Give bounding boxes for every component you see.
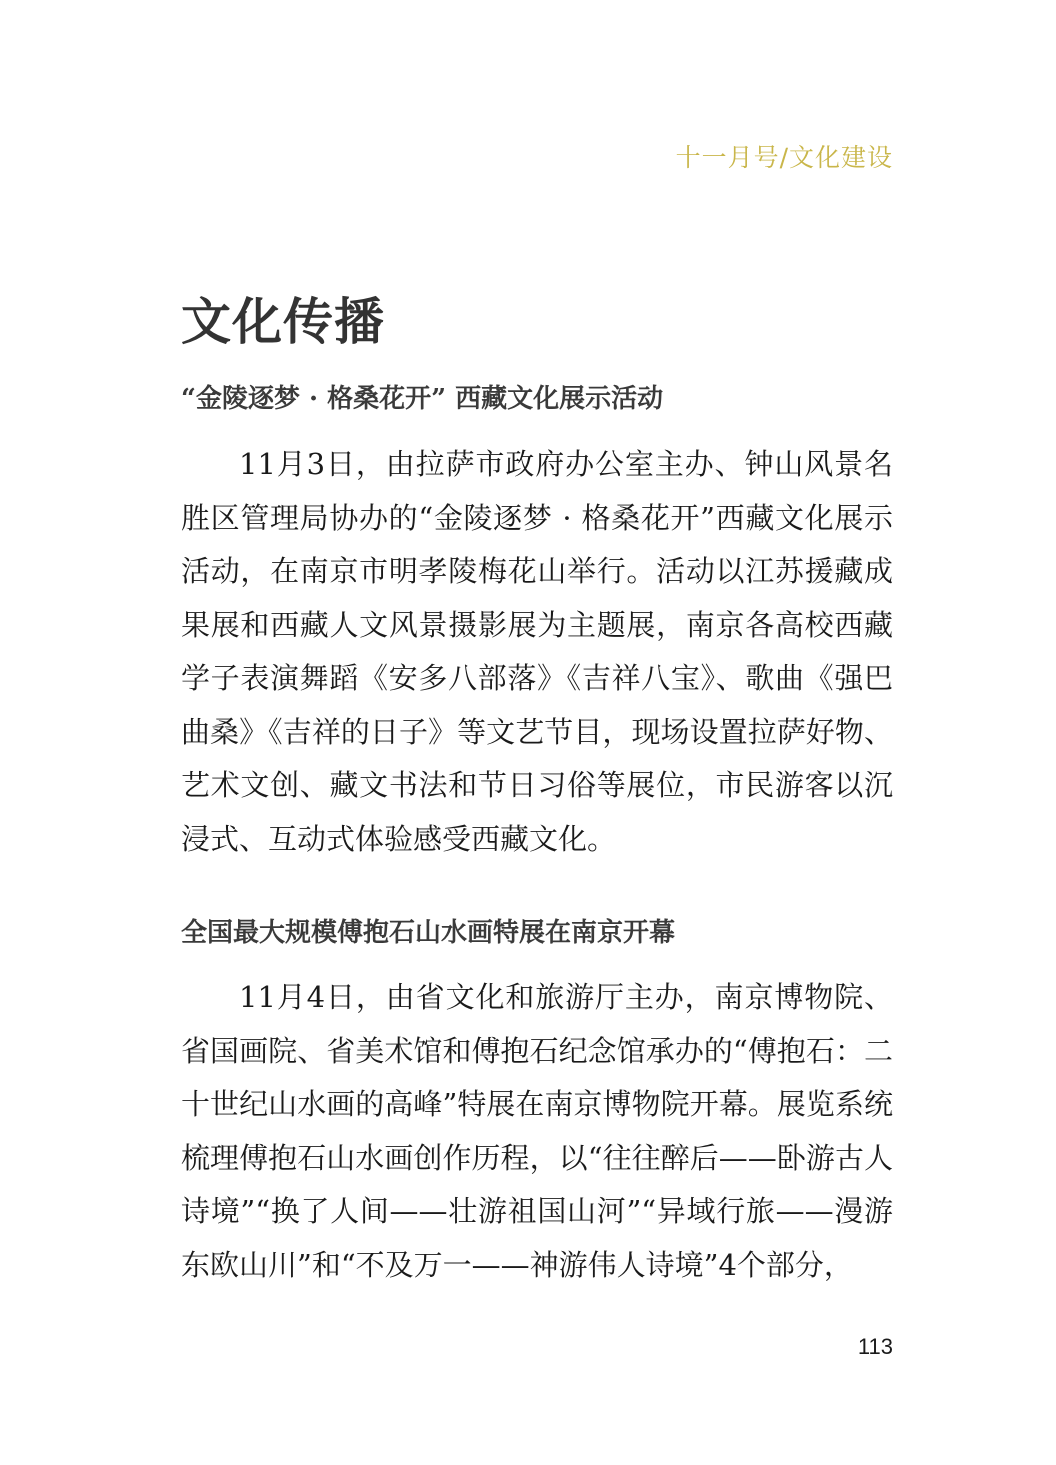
- section-title: 文化传播: [181, 293, 385, 351]
- article-title: “金陵逐梦 · 格桑花开” 西藏文化展示活动: [181, 384, 664, 414]
- article-title: 全国最大规模傅抱石山水画特展在南京开幕: [181, 918, 676, 948]
- page-number: 113: [857, 1334, 893, 1359]
- running-header: 十一月号∕文化建设: [675, 143, 893, 172]
- article-body: 11月4日，由省文化和旅游厅主办，南京博物院、省国画院、省美术馆和傅抱石纪念馆承办的“傅抱石：二十世纪山水画的高峰”特展在南京博物院开幕。展览系统梳理傅抱石山水画创作历程，以“往往醉后——卧游古人诗境”“换了人间——壮游祖国山河”“异域行旅——漫游东欧山川”和“不及万一——神游伟人诗境”4个部分，: [181, 980, 893, 1282]
- article-body: 11月3日，由拉萨市政府办公室主办、钟山风景名胜区管理局协办的“金陵逐梦 · 格桑花开”西藏文化展示活动，在南京市明孝陵梅花山举行。活动以江苏援藏成果展和西藏人文风景摄影展为主题展，南京各高校西藏学子表演舞蹈《安多八部落》《吉祥八宝》、歌曲《强巴曲桑》《吉祥的日子》等文艺节目，现场设置拉萨好物、艺术文创、藏文书法和节日习俗等展位，市民游客以沉浸式、互动式体验感受西藏文化。: [181, 447, 893, 856]
